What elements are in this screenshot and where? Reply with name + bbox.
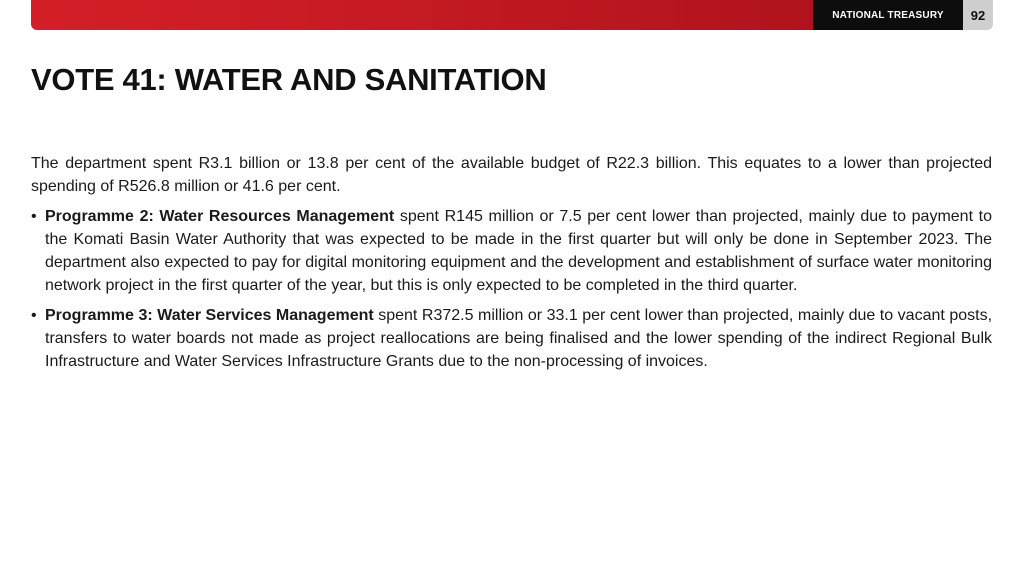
bullet-icon: • bbox=[31, 208, 37, 225]
body-content bbox=[31, 152, 992, 380]
bullet-icon: • bbox=[31, 307, 37, 324]
bullet-text: spent R145 million or 7.5 per cent lower than projected, mainly due to payment to the Komati Basin Water Authority that was expected to be made in the first quarter but will only be done in September 2023. The department also expected to pay for digital monitoring equipment and the development and establishment of surface water monitoring network project in the first quarter of the year, but this is only expected to be completed in the third quarter. bbox=[45, 208, 993, 294]
brand-label: NATIONAL TREASURY bbox=[813, 0, 963, 30]
red-banner-strip bbox=[31, 0, 813, 30]
bullet-heading: Programme 3: Water Services Management bbox=[45, 307, 374, 324]
top-banner bbox=[31, 0, 993, 30]
bullet-text: spent R372.5 million or 33.1 per cent lower than projected, mainly due to vacant posts, transfers to water boards not made as project reallocations are being finalised and the lower spending of the indirect Regional Bulk Infrastructure and Water Services Infrastructure Grants due to the non-processing of invoices. bbox=[45, 307, 993, 370]
page-number: 92 bbox=[963, 0, 993, 30]
list-item bbox=[31, 205, 992, 297]
list-item bbox=[31, 304, 992, 373]
page-title: VOTE 41: WATER AND SANITATION bbox=[31, 62, 547, 97]
bullet-heading: Programme 2: Water Resources Management bbox=[45, 208, 395, 225]
intro-paragraph: The department spent R3.1 billion or 13.8 per cent of the available budget of R22.3 billion. This equates to a lower than projected spending of R526.8 million or 41.6 per cent. bbox=[31, 155, 992, 195]
bullet-list bbox=[31, 205, 992, 373]
